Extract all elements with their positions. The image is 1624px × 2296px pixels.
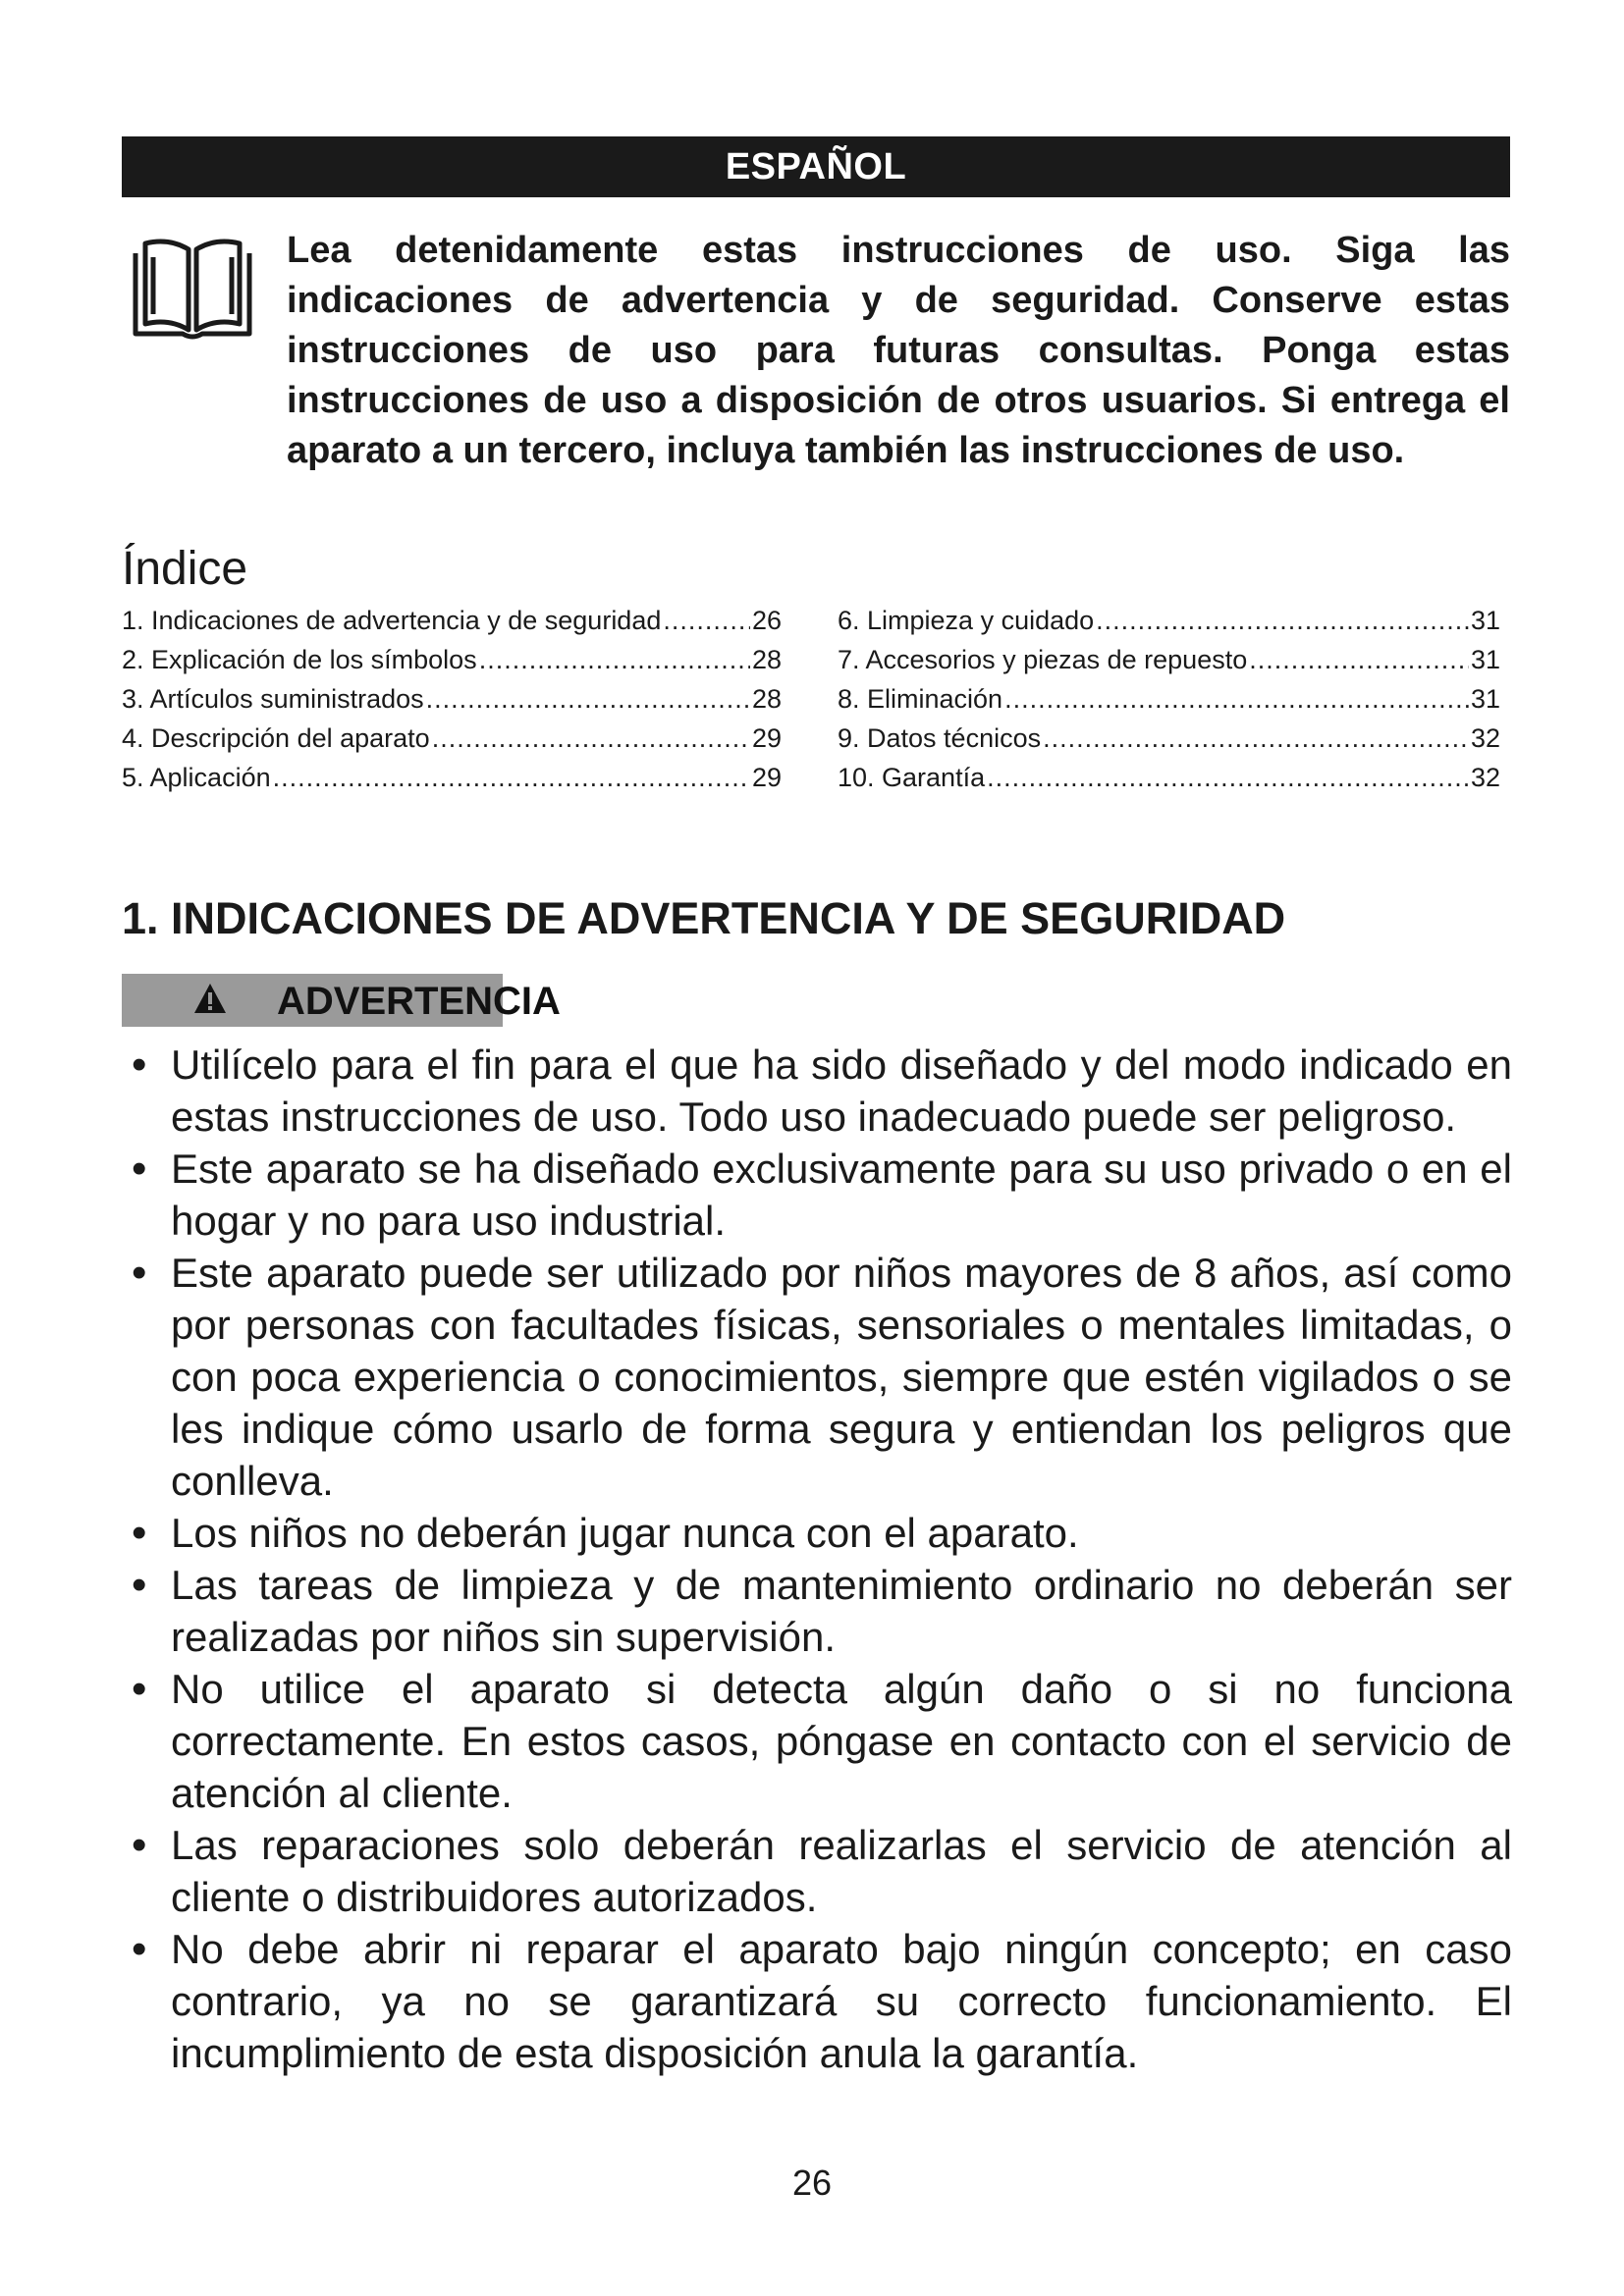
- index-entry-leader: [426, 679, 750, 719]
- index-entry-leader: [273, 758, 750, 797]
- index-entry[interactable]: [122, 601, 782, 640]
- index-entry[interactable]: [838, 719, 1500, 758]
- index-title: Índice: [122, 543, 248, 595]
- index-entry-label: 5. Aplicación: [122, 763, 271, 792]
- list-item: • Este aparato se ha diseñado exclusivamente para su uso privado o en el hogar y no para uso industrial.: [171, 1143, 1512, 1247]
- warning-label: ADVERTENCIA: [277, 980, 561, 1023]
- index-entry[interactable]: [122, 640, 782, 679]
- index-entry[interactable]: [122, 719, 782, 758]
- index-entry-page: 29: [751, 723, 782, 753]
- index-entry-leader: [1249, 640, 1469, 679]
- index-entry-label: 1. Indicaciones de advertencia y de seguridad: [122, 606, 662, 635]
- index-entry-leader: [987, 758, 1469, 797]
- safety-bullet-list: [171, 1039, 1512, 2079]
- index-entry-leader: [1096, 601, 1469, 640]
- index-entry[interactable]: [838, 601, 1500, 640]
- index-entry-page: 32: [1470, 723, 1500, 753]
- page-number: 26: [791, 2163, 833, 2203]
- list-item: • Las reparaciones solo deberán realizarlas el servicio de atención al cliente o distribuidores autorizados.: [171, 1819, 1512, 1923]
- list-item: • No utilice el aparato si detecta algún daño o si no funciona correctamente. En estos casos, póngase en contacto con el servicio de atención al cliente.: [171, 1663, 1512, 1819]
- index-entry[interactable]: [122, 679, 782, 719]
- index-entry[interactable]: [838, 640, 1500, 679]
- index-column-left: [122, 601, 782, 797]
- index-entry-label: 7. Accesorios y piezas de repuesto: [838, 645, 1248, 674]
- index-entry-page: 31: [1470, 645, 1500, 674]
- list-item: • No debe abrir ni reparar el aparato bajo ningún concepto; en caso contrario, ya no se garantizará su correcto funcionamiento. El incumplimiento de esta disposición anula la garantía.: [171, 1923, 1512, 2079]
- list-item: • Utilícelo para el fin para el que ha sido diseñado y del modo indicado en estas instrucciones de uso. Todo uso inadecuado puede ser peligroso.: [171, 1039, 1512, 1143]
- index-entry-page: 28: [751, 645, 782, 674]
- warning-triangle-icon: [192, 982, 228, 1015]
- index-entry-page: 26: [751, 606, 782, 635]
- list-item: • Este aparato puede ser utilizado por niños mayores de 8 años, así como por personas con facultades físicas, sensoriales o mentales limitadas, o con poca experiencia o conocimientos, siempre que estén vigilados o se les indique cómo usarlo de forma segura y entiendan los peligros que conlleva.: [171, 1247, 1512, 1507]
- index-entry[interactable]: [838, 679, 1500, 719]
- index-entry-page: 31: [1470, 606, 1500, 635]
- index-entry-label: 8. Eliminación: [838, 684, 1003, 714]
- index-entry[interactable]: [838, 758, 1500, 797]
- index-entry-leader: [1004, 679, 1469, 719]
- index-entry-label: 10. Garantía: [838, 763, 986, 792]
- index-entry-page: 28: [751, 684, 782, 714]
- index-entry-label: 6. Limpieza y cuidado: [838, 606, 1095, 635]
- index-column-right: [838, 601, 1500, 797]
- index-entry-leader: [663, 601, 750, 640]
- language-label: ESPAÑOL: [725, 145, 907, 187]
- index-entry-page: 31: [1470, 684, 1500, 714]
- intro-notice: Lea detenidamente estas instrucciones de uso. Siga las indicaciones de advertencia y de seguridad. Conserve estas instrucciones de uso para futuras consultas. Ponga estas instrucciones de uso a disposición de otros usuarios. Si entrega el aparato a un tercero, incluya también las instrucciones de uso.: [287, 230, 1510, 471]
- list-item: • Las tareas de limpieza y de mantenimiento ordinario no deberán ser realizadas por niños sin supervisión.: [171, 1559, 1512, 1663]
- index-entry-leader: [1043, 719, 1469, 758]
- index-entry-leader: [479, 640, 750, 679]
- index-entry[interactable]: [122, 758, 782, 797]
- index-entry-label: 3. Artículos suministrados: [122, 684, 424, 714]
- section-title: 1. INDICACIONES DE ADVERTENCIA Y DE SEGURIDAD: [122, 893, 1286, 943]
- index-entry-label: 4. Descripción del aparato: [122, 723, 430, 753]
- index-entry-label: 2. Explicación de los símbolos: [122, 645, 477, 674]
- language-header-bar: [122, 136, 1510, 197]
- index-entry-label: 9. Datos técnicos: [838, 723, 1042, 753]
- index-entry-page: 29: [751, 763, 782, 792]
- book-icon: [128, 236, 257, 342]
- list-item: • Los niños no deberán jugar nunca con el aparato.: [171, 1507, 1512, 1559]
- index-entry-page: 32: [1470, 763, 1500, 792]
- index-entry-leader: [432, 719, 750, 758]
